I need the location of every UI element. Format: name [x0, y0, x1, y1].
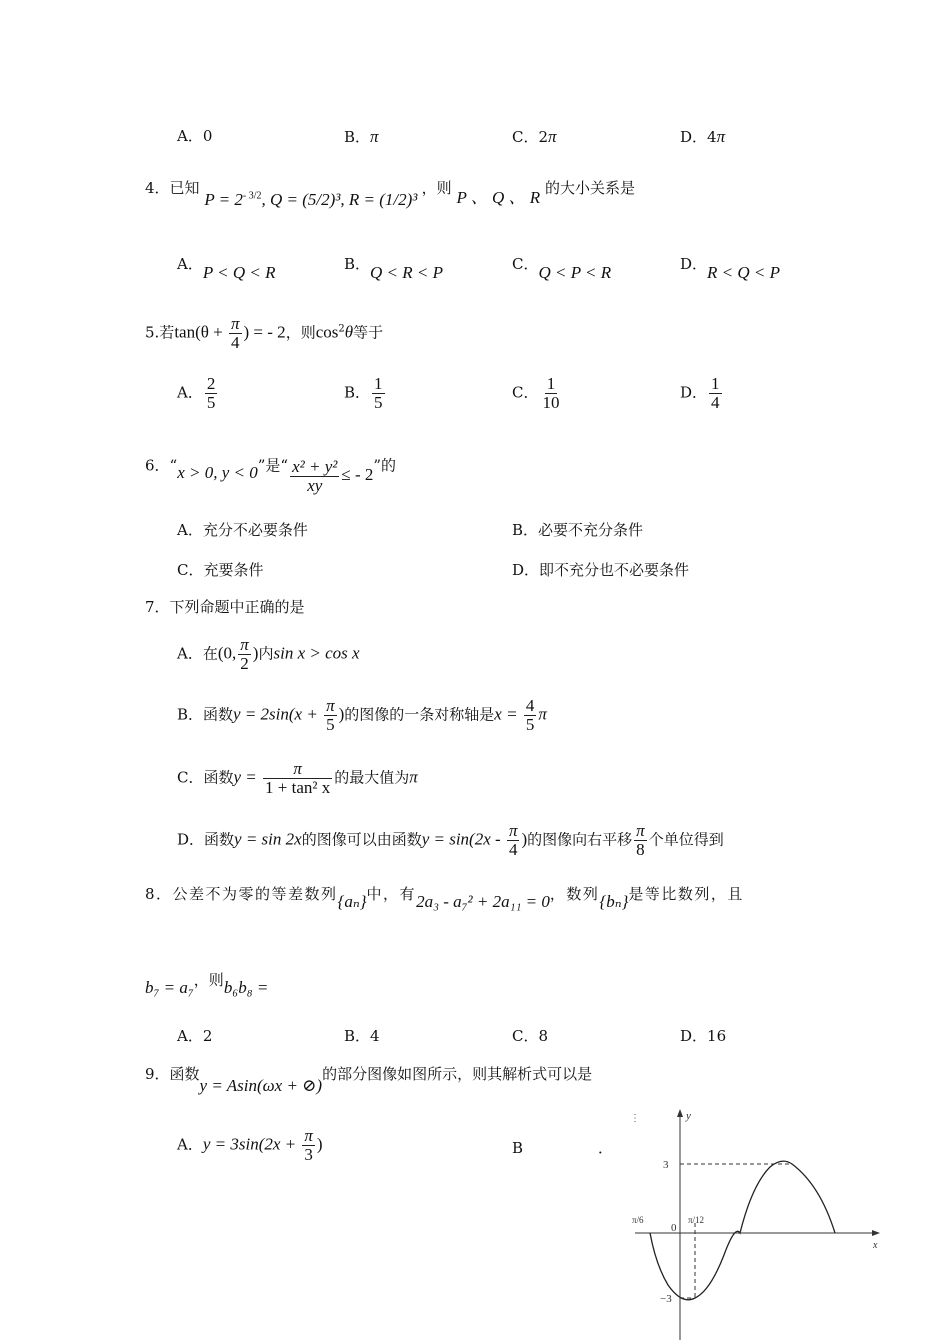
q5-option-a-num: 2	[206, 374, 216, 393]
q5-option-c-frac	[540, 375, 561, 412]
q8-option-a: A．2	[177, 1027, 213, 1045]
q6-option-d: D．即不充分也不必要条件	[512, 561, 690, 579]
q3-option-b	[344, 127, 379, 147]
q4-option-a-math: P < Q < R	[202, 263, 276, 282]
q7-option-c-pi: π	[409, 767, 418, 787]
q5-tail: ) = - 2	[243, 322, 286, 342]
q5-option-d-frac	[709, 375, 722, 412]
q7-option-d-frac	[507, 822, 520, 859]
q4-option-b-math: Q < R < P	[370, 263, 444, 282]
q4-option-d-math: R < Q < P	[707, 263, 781, 282]
q5-option-d	[680, 375, 724, 412]
q4-expr-qr: , Q = (5/2)³, R = (1/2)³	[261, 190, 418, 209]
q3-option-c-math: π	[548, 127, 557, 146]
q7-option-c-mid: 的最大值为	[334, 768, 410, 787]
q7-option-a-num: π	[240, 635, 249, 654]
q4-mid: ，则	[421, 179, 452, 197]
q5-stem	[145, 315, 383, 352]
q7-option-c-label: C．函数	[177, 768, 234, 787]
q6-fraction	[290, 458, 339, 495]
q4-suffix: 的大小关系是	[544, 179, 635, 197]
q7-option-d-tail: 个单位得到	[648, 830, 724, 849]
q5-option-a-frac	[205, 375, 218, 412]
q5-option-b-num: 1	[374, 374, 383, 393]
q8-seq-b: {bₙ}	[599, 892, 629, 911]
q5-option-b-frac	[372, 375, 385, 412]
q7-option-a-in: 内	[258, 644, 274, 663]
q7-option-d-mid1: 的图像可以由函数	[301, 830, 422, 849]
q8-seq-a: {aₙ}	[337, 892, 367, 911]
q7-option-b-num2: 4	[525, 696, 535, 715]
q7-option-c-num: π	[263, 760, 332, 779]
graph-y-label: y	[686, 1110, 691, 1122]
q7-option-a-frac	[238, 636, 251, 673]
q7-option-b-den2: 5	[525, 714, 535, 734]
q7-option-d-den: 4	[508, 839, 518, 859]
q3-option-d-label: D．4	[680, 128, 717, 146]
q5-option-d-label: D．	[680, 383, 708, 402]
q7-option-a-interval-l: (0,	[217, 643, 237, 663]
q5-fraction	[229, 315, 242, 352]
q7-option-a-rel: sin x > cos x	[273, 643, 360, 663]
graph-corner-mark: ⋮	[630, 1113, 640, 1124]
q9-expr: y = Asin(ωx + ⊘)	[199, 1076, 323, 1095]
q7-option-b-label: B．函数	[177, 705, 234, 724]
q4-option-d-label: D．	[680, 255, 708, 273]
q5-option-c-den: 10	[542, 392, 560, 412]
q6-option-c: C．充要条件	[177, 561, 264, 579]
q7-option-b-frac2	[524, 697, 537, 734]
q3-option-b-math: π	[370, 127, 379, 146]
q4-vars: P 、 Q 、 R	[456, 188, 541, 207]
q4-stem	[145, 178, 635, 209]
q8-eq: 2a₃ - a₇² + 2a₁₁ = 0	[416, 892, 550, 911]
graph-origin-label: 0	[671, 1222, 677, 1234]
q3-option-c-label: C．2	[512, 128, 549, 146]
q4-option-c-math: Q < P < R	[538, 263, 612, 282]
q4-option-b-label: B．	[344, 255, 371, 273]
q6-cond: x > 0, y < 0	[177, 463, 258, 483]
q7-option-b-num: π	[326, 696, 335, 715]
q5-frac-den: 4	[231, 332, 240, 352]
q7-option-d-expr2: y = sin(2x -	[421, 829, 505, 849]
q7-option-b-den: 5	[326, 714, 335, 734]
graph-y-max-label: 3	[663, 1159, 669, 1171]
q5-option-b	[344, 375, 387, 412]
q7-option-b-mid: 的图像的一条对称轴是	[344, 705, 495, 724]
q5-option-d-den: 4	[711, 392, 720, 412]
q5-option-c-num: 1	[546, 374, 556, 393]
q8-mid1: 中，有	[366, 885, 417, 903]
q7-option-b-expr-l: y = 2sin(x +	[233, 704, 323, 724]
q9-option-a-label: A．	[177, 1135, 203, 1154]
q5-cos-exp: 2	[338, 323, 345, 335]
q3-option-a: A．0	[177, 127, 213, 145]
graph-y-arrow	[677, 1109, 683, 1117]
graph-sine-curve	[650, 1161, 835, 1300]
q8-cond: b₇ = a₇	[145, 978, 194, 997]
q7-option-d-num2: π	[636, 821, 645, 840]
q8-ask: b₆b₈ =	[223, 978, 269, 997]
graph-x-label: x	[873, 1240, 878, 1251]
graph-x-right-label: π/12	[688, 1215, 705, 1225]
q8-option-c: C．8	[512, 1027, 549, 1045]
q7-option-d	[177, 822, 724, 859]
q7-stem: 7．下列命题中正确的是	[145, 598, 305, 616]
q4-option-b	[344, 254, 444, 282]
q7-option-b-expr-r: )	[338, 704, 345, 724]
q5-option-a-label: A．	[177, 383, 203, 402]
q3-option-d	[680, 127, 725, 147]
q5-prefix: 5.若	[145, 323, 175, 342]
graph-x-left-label: π/6	[632, 1215, 644, 1225]
q5-option-c-label: C．	[512, 383, 539, 402]
q7-option-d-den2: 8	[636, 839, 645, 859]
q7-option-d-num: π	[508, 821, 518, 840]
q6-frac-den: xy	[307, 475, 323, 495]
q7-option-d-frac2	[634, 822, 647, 859]
q7-option-a-label: A．在	[177, 644, 218, 663]
q5-mid: ，则	[285, 323, 316, 342]
q4-option-c	[512, 254, 612, 282]
q9-stem	[145, 1064, 593, 1095]
q7-option-d-mid2: 的图像向右平移	[527, 830, 633, 849]
q4-expr	[204, 190, 421, 209]
q9-option-a-frac	[302, 1127, 315, 1164]
q5-option-d-num: 1	[711, 374, 720, 393]
q4-option-c-label: C．	[512, 255, 539, 273]
q5-suffix: 等于	[353, 323, 384, 342]
q7-option-b-eq: x =	[494, 704, 522, 724]
q3-option-c	[512, 127, 557, 147]
q7-option-c-den: 1 + tan² x	[265, 777, 331, 797]
q9-option-b-dot: ．	[598, 1139, 614, 1157]
q8-option-d: D．16	[680, 1027, 727, 1045]
q7-option-c-frac	[263, 760, 332, 797]
q9-prefix: 9．函数	[145, 1065, 200, 1083]
q5-option-c	[512, 375, 563, 412]
q8-mid3: 是等比数列，且	[628, 885, 744, 903]
q8-mid4: ，则	[193, 971, 224, 989]
q9-suffix: 的部分图像如图所示，则其解析式可以是	[322, 1065, 593, 1083]
q8-stem-line2	[145, 970, 269, 997]
q7-option-a-den: 2	[240, 653, 249, 673]
q7-option-a	[177, 636, 360, 673]
q5-option-a-den: 5	[206, 392, 216, 412]
q5-option-b-den: 5	[374, 392, 383, 412]
q5-tan: tan(θ +	[174, 322, 227, 342]
q3-option-d-math: π	[716, 127, 726, 146]
q8-option-b: B．4	[344, 1027, 380, 1045]
q6-is: ”是“	[257, 456, 289, 475]
q7-option-d-expr1: y = sin 2x	[234, 829, 302, 849]
q4-expr-p: P = 2	[204, 190, 243, 209]
q9-option-b-label: B	[512, 1139, 524, 1157]
q7-option-b-pi: π	[538, 704, 547, 724]
q3-option-b-label: B．	[344, 128, 371, 146]
q6-prefix: 6．“	[145, 456, 178, 475]
q9-option-a-num: π	[304, 1126, 313, 1145]
q6-frac-num: x² + y²	[292, 457, 338, 476]
q9-option-a	[177, 1127, 323, 1164]
q5-option-a	[177, 375, 219, 412]
q4-prefix: 4．已知	[145, 179, 200, 197]
q9-option-a-expr-r: )	[316, 1134, 323, 1154]
q8-mid2: ，数列	[549, 885, 600, 903]
q8-prefix: 8．公差不为零的等差数列	[145, 885, 338, 903]
q7-option-d-label: D．函数	[177, 830, 235, 849]
q6-suffix: ”的	[373, 456, 397, 475]
q7-option-c	[177, 760, 418, 797]
q7-option-a-interval-r: )	[252, 643, 259, 663]
q7-option-b	[177, 697, 547, 734]
q6-stem	[145, 448, 397, 495]
q8-stem	[145, 884, 744, 911]
q7-option-b-frac	[324, 697, 337, 734]
q4-option-a	[177, 254, 276, 282]
q5-frac-num: π	[230, 314, 240, 333]
q9-option-a-expr-l: y = 3sin(2x +	[202, 1134, 301, 1154]
graph-y-min-label: −3	[660, 1293, 672, 1305]
q7-option-d-expr2-r: )	[521, 829, 528, 849]
q4-option-a-label: A．	[177, 255, 203, 273]
q7-option-c-expr: y =	[233, 767, 262, 787]
q6-option-b: B．必要不充分条件	[512, 521, 644, 539]
q9-option-a-den: 3	[304, 1144, 313, 1164]
q5-option-b-label: B．	[344, 383, 371, 402]
graph-x-arrow	[872, 1230, 880, 1236]
q4-expr-p-exp: - 3/2	[242, 190, 262, 202]
q6-option-a: A．充分不必要条件	[177, 521, 308, 539]
q5-theta: θ	[344, 322, 354, 342]
q4-option-d	[680, 254, 781, 282]
q6-rel: ≤ - 2	[341, 465, 374, 485]
q5-cos: cos	[315, 322, 339, 342]
q9-sine-graph	[630, 1105, 885, 1341]
